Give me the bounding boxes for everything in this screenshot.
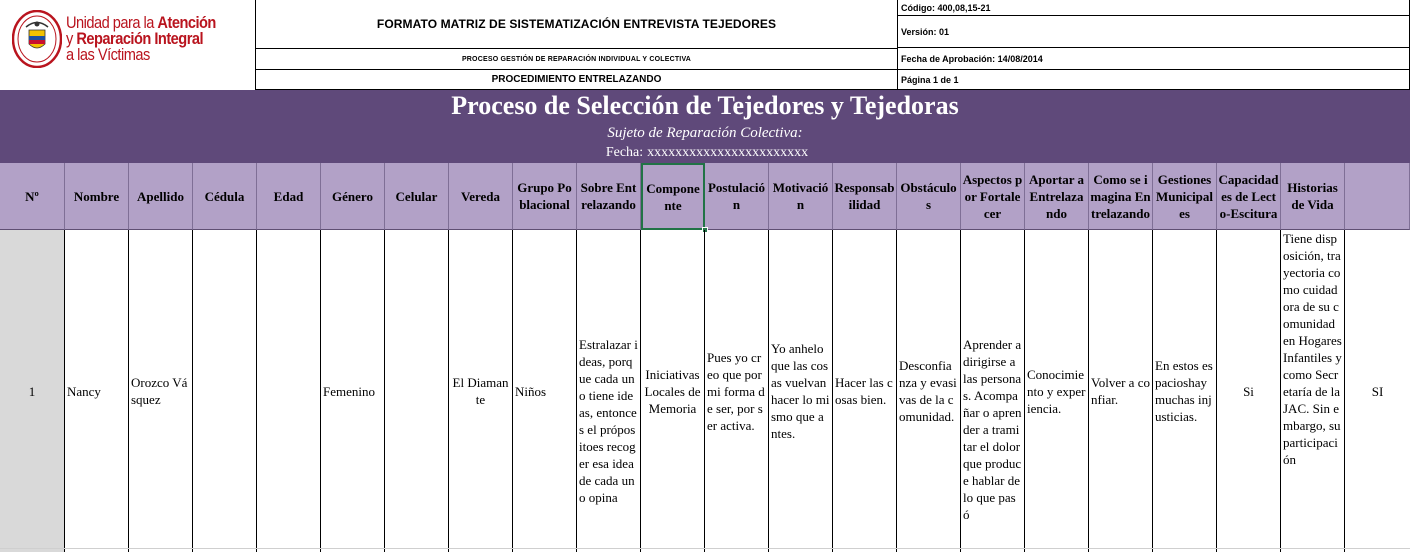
col-header-motivacion[interactable]: Motivación xyxy=(769,163,833,230)
sheet-subtitle: Sujeto de Reparación Colectiva: xyxy=(607,125,803,141)
cell-sobre[interactable]: Estralazar ideas, porque cada uno tiene ideas, entonces el própositoes recoger esa idea de cada uno opina xyxy=(577,230,641,552)
sheet-bottom-edge xyxy=(0,548,1410,549)
cell-aportar[interactable]: Conocimiento y experiencia. xyxy=(1025,230,1089,552)
col-header-imagina[interactable]: Como se imagina Entrelazando xyxy=(1089,163,1153,230)
cell-vereda[interactable]: El Diamante xyxy=(449,230,513,552)
cell-nombre[interactable]: Nancy xyxy=(65,230,129,552)
col-header-responsabilidad[interactable]: Responsabilidad xyxy=(833,163,897,230)
col-header-celular[interactable]: Celular xyxy=(385,163,449,230)
logo-text: Unidad para la Atención y Reparación Integral a las Víctimas xyxy=(66,13,216,64)
sheet-date xyxy=(0,145,1410,161)
cell-edad[interactable] xyxy=(257,230,321,552)
cell-componente[interactable]: Iniciativas Locales de Memoria xyxy=(641,230,705,552)
col-header-historias[interactable]: Historias de Vida xyxy=(1281,163,1345,230)
document-version: Versión: 01 xyxy=(898,16,1410,48)
row-number-cell[interactable]: 1 xyxy=(0,230,65,552)
date-value: xxxxxxxxxxxxxxxxxxxxxxx xyxy=(647,145,809,160)
cell-motivacion[interactable]: Yo anhelo que las cosas vuelvan hacer lo mismo que antes. xyxy=(769,230,833,552)
cell-historias[interactable]: Tiene disposición, trayectoria como cuidadora de su comunidad en Hogares Infantiles y como Secretaría de la JAC. Sin embargo, su participación xyxy=(1281,230,1345,552)
col-header-sobre[interactable]: Sobre Entrelazando xyxy=(577,163,641,230)
cell-responsabilidad[interactable]: Hacer las cosas bien. xyxy=(833,230,897,552)
col-header-vereda[interactable]: Vereda xyxy=(449,163,513,230)
format-title: FORMATO MATRIZ DE SISTEMATIZACIÓN ENTREVISTA TEJEDORES xyxy=(256,0,898,49)
cell-capacidades[interactable]: Si xyxy=(1217,230,1281,552)
cell-genero[interactable]: Femenino xyxy=(321,230,385,552)
cell-postulacion[interactable]: Pues yo creo que por mi forma de ser, por ser activa. xyxy=(705,230,769,552)
col-header-grupo[interactable]: Grupo Poblacional xyxy=(513,163,577,230)
col-header-aspectos[interactable]: Aspectos por Fortalecer xyxy=(961,163,1025,230)
cell-obstaculos[interactable]: Desconfianza y evasivas de la comunidad. xyxy=(897,230,961,552)
spreadsheet-grid xyxy=(0,163,1410,552)
cell-aspectos[interactable]: Aprender a dirigirse a las personas. Acompañar o aprender a tramitar el dolor que produce hablar de lo que pasó xyxy=(961,230,1025,552)
process-name: PROCESO GESTIÓN DE REPARACIÓN INDIVIDUAL Y COLECTIVA xyxy=(256,49,898,70)
cell-cedula[interactable] xyxy=(193,230,257,552)
colombia-seal-icon xyxy=(12,10,62,68)
sheet-banner xyxy=(0,90,1410,163)
cell-grupo[interactable]: Niños xyxy=(513,230,577,552)
col-header-genero[interactable]: Género xyxy=(321,163,385,230)
cell-celular[interactable] xyxy=(385,230,449,552)
col-header-aportar[interactable]: Aportar a Entrelazando xyxy=(1025,163,1089,230)
col-header-componente[interactable]: Componente xyxy=(641,163,705,230)
col-header-gestiones[interactable]: Gestiones Municipales xyxy=(1153,163,1217,230)
logo-cell xyxy=(0,0,256,90)
col-header-num[interactable]: Nº xyxy=(0,163,65,230)
cell-extra[interactable]: SI xyxy=(1371,383,1384,399)
col-header-extra[interactable] xyxy=(1345,163,1410,230)
approval-date: Fecha de Aprobación: 14/08/2014 xyxy=(898,48,1410,70)
sheet-title: Proceso de Selección de Tejedores y Tejedoras xyxy=(451,91,959,120)
col-header-cedula[interactable]: Cédula xyxy=(193,163,257,230)
date-label: Fecha: xyxy=(605,145,644,160)
cell-gestiones[interactable]: En estos espacioshay muchas injusticias. xyxy=(1153,230,1217,552)
page-number: Página 1 de 1 xyxy=(898,70,1410,90)
col-header-edad[interactable]: Edad xyxy=(257,163,321,230)
document-header xyxy=(0,0,1410,90)
document-code: Código: 400,08,15-21 xyxy=(898,0,1410,16)
col-header-capacidades[interactable]: Capacidades de Lecto-Escitura xyxy=(1217,163,1281,230)
cell-apellido[interactable]: Orozco Vásquez xyxy=(129,230,193,552)
col-header-postulacion[interactable]: Postulación xyxy=(705,163,769,230)
procedure-name: PROCEDIMIENTO ENTRELAZANDO xyxy=(256,70,898,90)
col-header-obstaculos[interactable]: Obstáculos xyxy=(897,163,961,230)
col-header-nombre[interactable]: Nombre xyxy=(65,163,129,230)
cell-imagina[interactable]: Volver a confiar. xyxy=(1089,230,1153,552)
col-header-apellido[interactable]: Apellido xyxy=(129,163,193,230)
